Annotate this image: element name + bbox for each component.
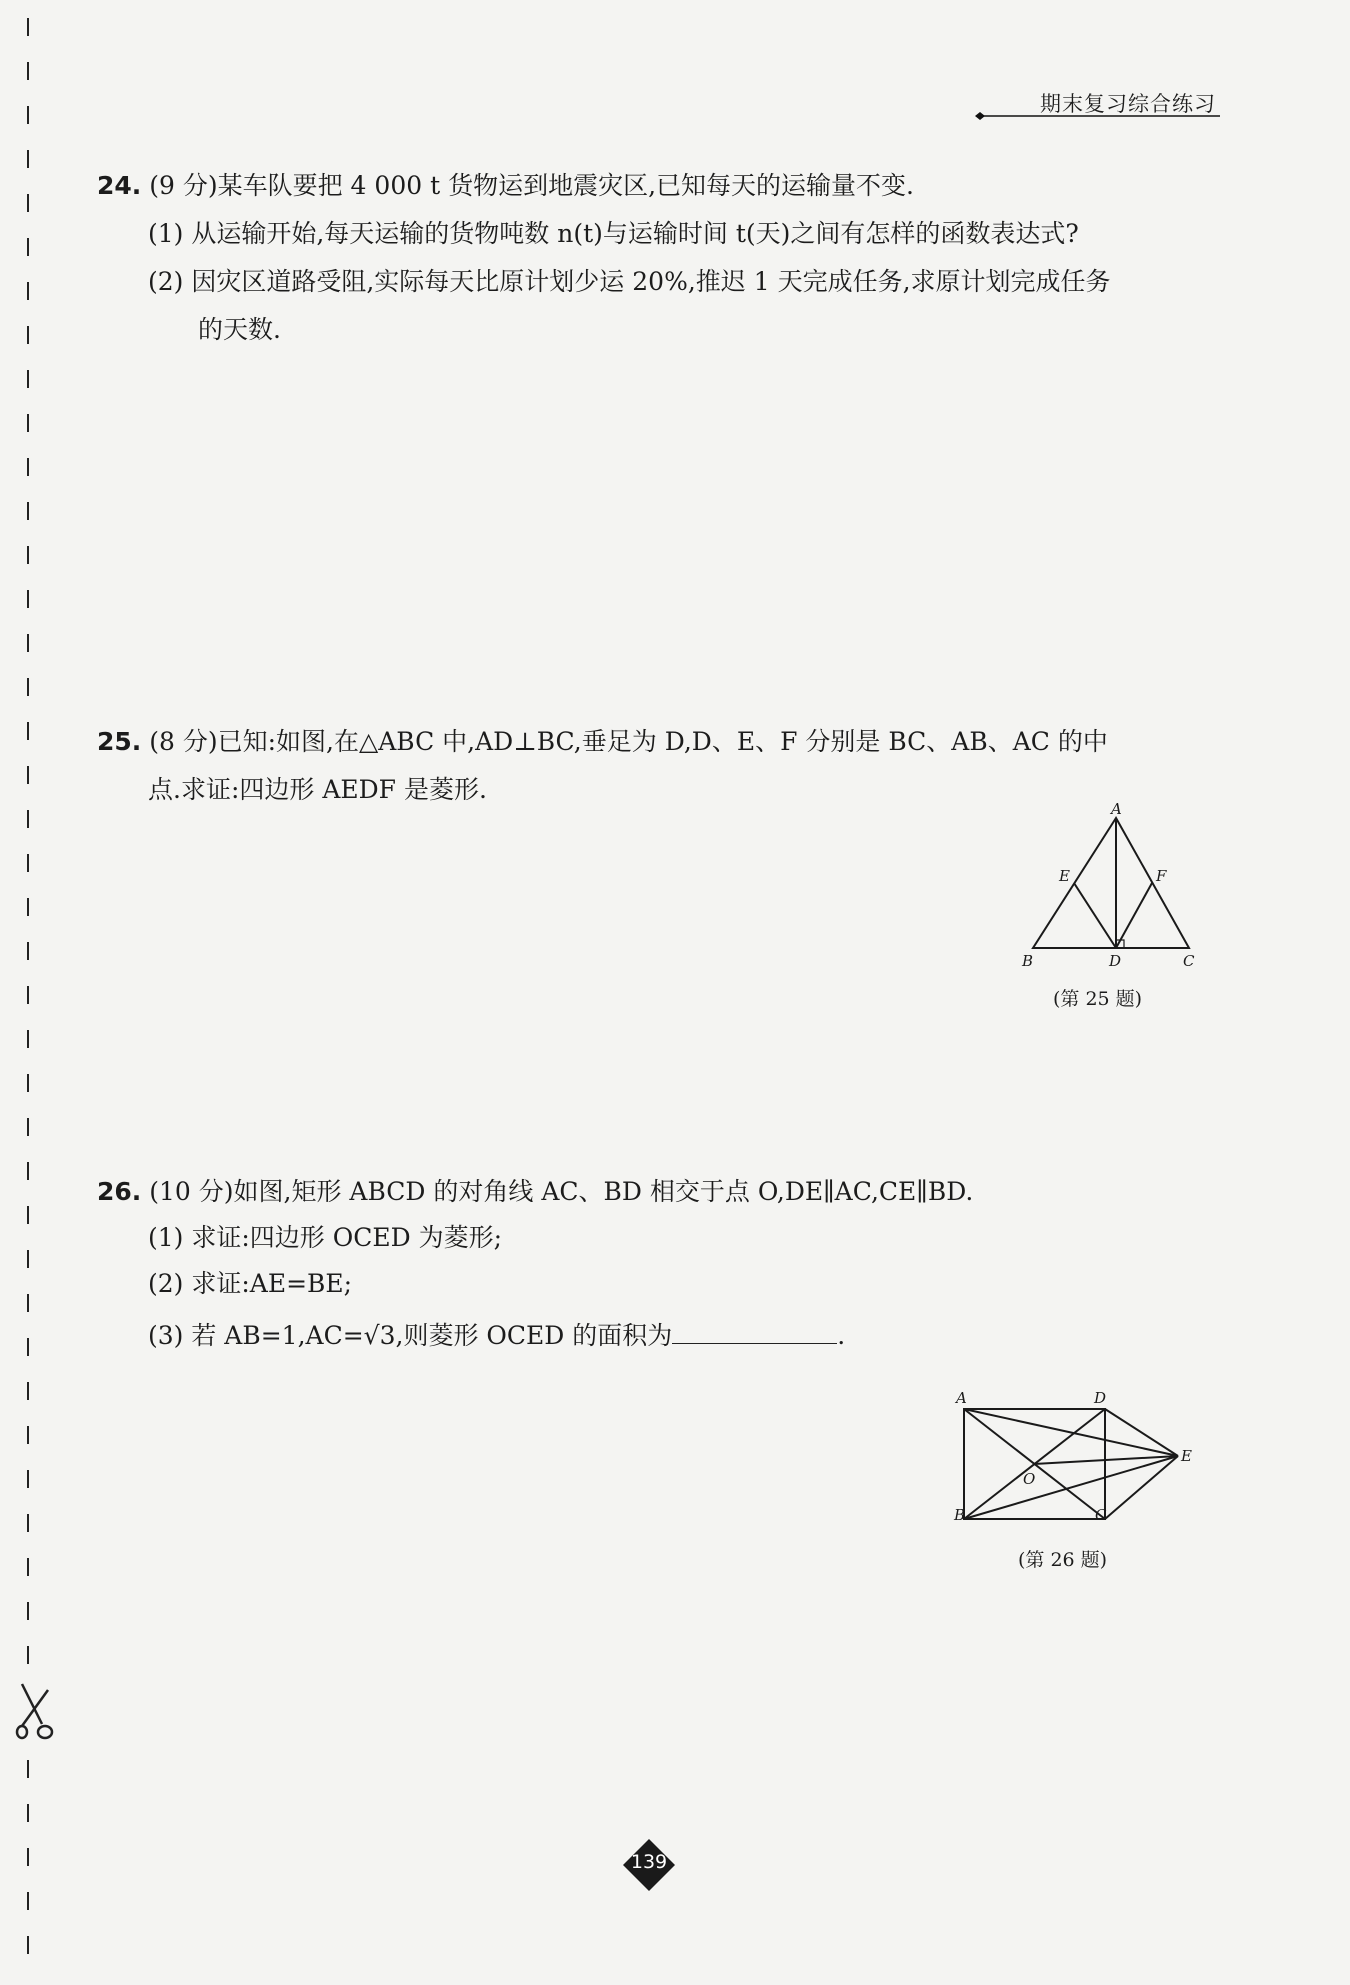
- figure-26-rectangle: [948, 1384, 1203, 1524]
- question-number: 25.: [97, 727, 142, 756]
- sub-question: (2) 因灾区道路受阻,实际每天比原计划少运 20%,推迟 1 天完成任务,求原计划完成任务: [148, 267, 1111, 296]
- scissors-icon: [14, 1680, 60, 1742]
- header-title: 期末复习综合练习: [1040, 92, 1216, 116]
- question-stem: (9 分)某车队要把 4 000 t 货物运到地震灾区,已知每天的运输量不变.: [149, 171, 914, 200]
- label-o: O: [1023, 1470, 1036, 1488]
- line-end: .: [837, 1321, 846, 1350]
- label-e: E: [1181, 1447, 1192, 1465]
- question-stem-continued: 点.求证:四边形 AEDF 是菱形.: [148, 775, 487, 804]
- question-stem: (8 分)已知:如图,在△ABC 中,AD⊥BC,垂足为 D,D、E、F 分别是 BC、AB、AC 的中: [149, 727, 1108, 756]
- figure-25-triangle: [1010, 798, 1210, 976]
- label-a: A: [956, 1389, 967, 1407]
- label-b: B: [1022, 952, 1034, 970]
- figure-26-caption: (第 26 题): [1018, 1549, 1108, 1571]
- question-number: 26.: [97, 1177, 142, 1206]
- header-rule: [975, 112, 1220, 120]
- sub-question-continued: 的天数.: [198, 315, 281, 344]
- question-number: 24.: [97, 171, 142, 200]
- label-a: A: [1111, 800, 1122, 818]
- sub-question: (3) 若 AB=1,AC=√3,则菱形 OCED 的面积为: [148, 1321, 673, 1350]
- label-d: D: [1109, 952, 1122, 970]
- label-c: C: [1095, 1506, 1107, 1524]
- page-header: [975, 88, 1220, 118]
- label-d: D: [1094, 1389, 1107, 1407]
- label-f: F: [1156, 867, 1167, 885]
- page-number-badge: [622, 1838, 676, 1892]
- sub-question: (1) 从运输开始,每天运输的货物吨数 n(t)与运输时间 t(天)之间有怎样的函数表达式?: [148, 219, 1079, 248]
- figure-25-caption: (第 25 题): [1053, 988, 1143, 1010]
- page-number: 139: [630, 1851, 668, 1873]
- sub-question: (1) 求证:四边形 OCED 为菱形;: [148, 1223, 503, 1252]
- label-c: C: [1183, 952, 1195, 970]
- label-e: E: [1059, 867, 1070, 885]
- label-b: B: [954, 1506, 966, 1524]
- sub-question: (2) 求证:AE=BE;: [148, 1269, 353, 1298]
- question-stem: (10 分)如图,矩形 ABCD 的对角线 AC、BD 相交于点 O,DE∥AC,CE∥BD.: [149, 1177, 974, 1206]
- answer-blank[interactable]: [672, 1321, 837, 1344]
